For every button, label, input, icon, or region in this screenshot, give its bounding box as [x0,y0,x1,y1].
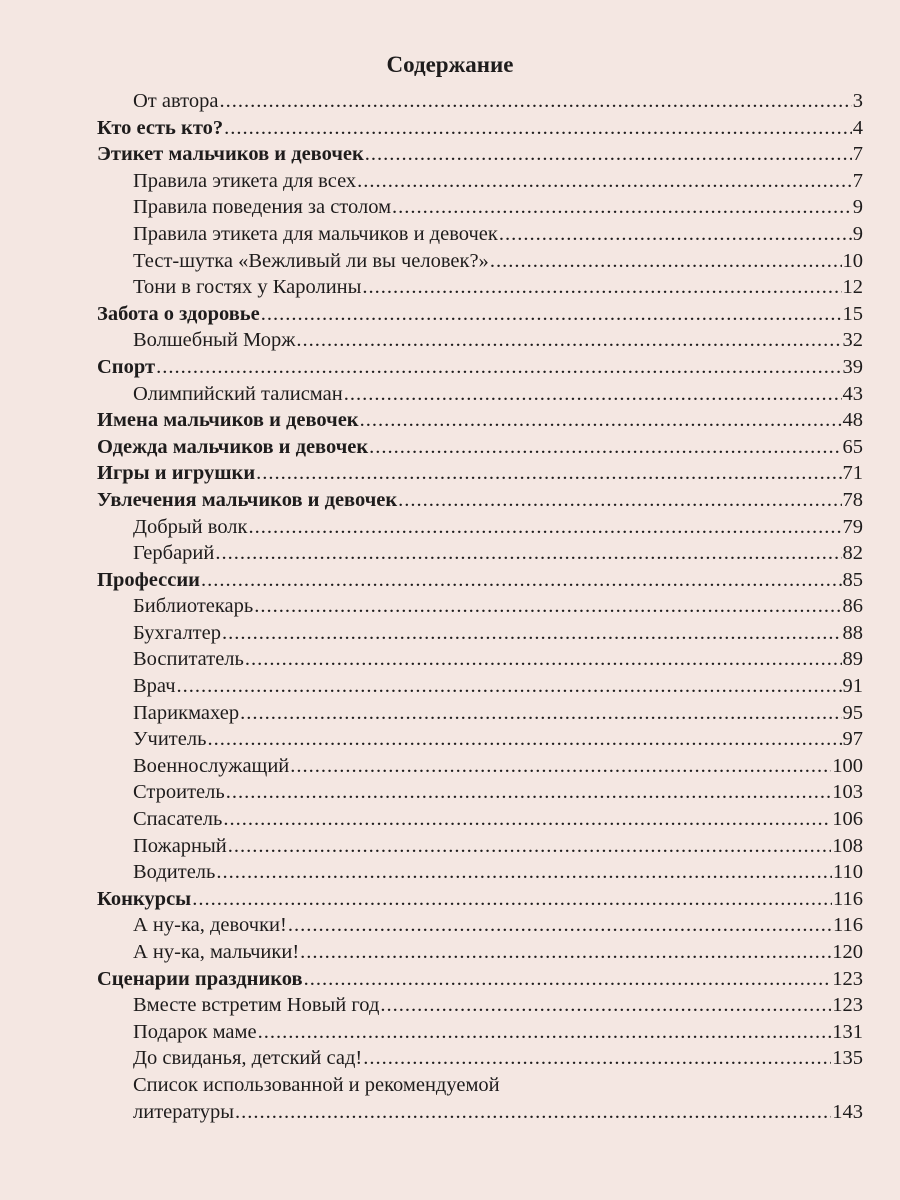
entry-page-number: 91 [842,675,863,698]
entry-page-number: 95 [842,701,863,724]
entry-page-number: 7 [852,169,863,192]
dot-leader [245,646,842,673]
entry-title: Парикмахер [133,701,240,724]
entry-title: Водитель [133,861,216,884]
entry-title: Сценарии праздников [97,967,303,990]
entry-title: Врач [133,675,176,698]
entry-page-number: 65 [842,435,863,458]
toc-entry[interactable] [97,487,863,514]
entry-page-number: 116 [833,887,863,910]
dot-leader [207,726,841,753]
entry-title: Волшебный Морж [133,329,296,352]
entry-title: Конкурсы [97,887,192,910]
dot-leader [357,168,852,195]
entry-page-number: 123 [832,994,863,1017]
dot-leader [258,1019,832,1046]
entry-title: Правила этикета для мальчиков и девочек [133,222,498,245]
entry-page-number: 43 [842,382,863,405]
entry-page-number: 97 [842,728,863,751]
entry-page-number: 103 [832,781,863,804]
entry-page-number: 4 [852,116,863,139]
entry-page-number: 71 [842,462,863,485]
entry-title: Бухгалтер [133,621,221,644]
dot-leader [296,327,841,354]
entry-page-number: 135 [832,1047,863,1070]
toc-entry[interactable] [97,1045,863,1072]
dot-leader [362,274,841,301]
dot-leader [223,806,831,833]
dot-leader [288,912,832,939]
entry-page-number: 120 [832,941,863,963]
entry-page-number: 79 [842,515,863,538]
entry-title: Правила поведения за столом [133,196,392,219]
toc-entry[interactable] [97,540,863,567]
dot-leader [360,407,842,434]
dot-leader [380,992,831,1019]
dot-leader [240,700,841,727]
entry-title: Кто есть кто? [97,116,224,139]
toc-entry[interactable] [97,381,863,408]
entry-title: Тест-шутка «Вежливый ли вы человек?» [133,249,489,272]
toc-entry-line1: Список использованной и рекомендуемой [133,1073,500,1096]
entry-title: А ну-ка, девочки! [133,914,287,937]
toc-entry[interactable] [97,168,863,195]
dot-leader [392,194,852,221]
entry-page-number: 7 [852,143,863,166]
toc-entry[interactable] [97,620,863,647]
dot-leader [398,487,841,514]
dot-leader [222,620,842,647]
entry-title: Олимпийский талисман [133,382,343,405]
dot-leader [369,434,841,461]
toc-entry[interactable] [97,912,863,939]
dot-leader [192,886,832,913]
dot-leader [226,779,832,806]
entry-title: Забота о здоровье [97,302,260,325]
entry-page-number: 100 [832,754,863,777]
entry-page-number: 106 [832,808,863,831]
entry-title: Гербарий [133,542,215,565]
toc-entry[interactable] [97,966,863,993]
entry-title: Спорт [97,355,156,378]
toc-entry[interactable] [97,274,863,301]
dot-leader [215,540,841,567]
dot-leader [177,673,842,700]
toc-entry[interactable] [97,141,863,168]
entry-title: Профессии [97,568,200,591]
entry-page-number: 3 [852,90,863,112]
entry-page-number: 86 [842,595,863,618]
toc-entry[interactable] [97,301,863,328]
entry-page-number: 131 [832,1020,863,1043]
toc-entry[interactable] [97,859,863,886]
toc-entry[interactable] [97,593,863,620]
entry-page-number: 85 [842,568,863,591]
dot-leader [344,381,842,408]
toc-entry[interactable] [97,806,863,833]
toc-entry[interactable] [97,354,863,381]
toc-entry[interactable] [97,673,863,700]
toc-entry[interactable] [97,194,863,221]
dot-leader [290,753,831,780]
toc-entry [97,1099,863,1126]
entry-title: А ну-ка, мальчики! [133,941,300,963]
dot-leader [216,859,832,886]
toc-entry[interactable] [97,460,863,487]
dot-leader [365,141,852,168]
toc-entry[interactable] [97,886,863,913]
dot-leader [304,966,832,993]
entry-page-number: 89 [842,648,863,671]
toc-entry[interactable] [97,726,863,753]
entry-page-number: 48 [842,409,863,432]
entry-page-number: 143 [832,1100,863,1123]
dot-leader [300,939,831,966]
dot-leader [219,88,851,115]
dot-leader [224,115,852,142]
entry-page-number: 12 [842,276,863,299]
dot-leader [499,221,852,248]
entry-title: Увлечения мальчиков и девочек [97,488,398,511]
entry-title: Учитель [133,728,207,751]
entry-title: Этикет мальчиков и девочек [97,143,364,166]
entry-page-number: 88 [842,621,863,644]
entry-title: От автора [133,90,219,112]
toc-entry[interactable] [97,1019,863,1046]
entry-page-number: 123 [832,967,863,990]
toc-entry[interactable] [97,248,863,275]
entry-page-number: 10 [842,249,863,272]
toc-entry[interactable] [97,779,863,806]
toc-entry[interactable] [97,434,863,461]
entry-title: Игры и игрушки [97,462,256,485]
toc-entry[interactable] [97,833,863,860]
table-of-contents [97,88,863,1125]
dot-leader [256,460,841,487]
entry-title: Спасатель [133,808,223,831]
toc-entry[interactable] [97,514,863,541]
dot-leader [235,1099,831,1126]
entry-title: Военнослужащий [133,754,290,777]
entry-page-number: 110 [833,861,863,884]
entry-title: Тони в гостях у Каролины [133,276,362,299]
dot-leader [249,514,842,541]
entry-title: Библиотекарь [133,595,254,618]
toc-entry[interactable] [97,327,863,354]
dot-leader [228,833,831,860]
entry-page-number: 78 [842,488,863,511]
page-title: Содержание [386,52,514,77]
entry-title: Добрый волк [133,515,248,538]
toc-entry[interactable] [97,753,863,780]
entry-title: Вместе встретим Новый год [133,994,380,1017]
dot-leader [254,593,841,620]
entry-title: До свиданья, детский сад! [133,1047,363,1070]
entry-page-number: 116 [833,914,863,937]
entry-page-number: 39 [842,355,863,378]
dot-leader [261,301,842,328]
toc-entry[interactable] [97,700,863,727]
entry-page-number: 15 [842,302,863,325]
entry-title: Подарок маме [133,1020,257,1043]
entry-page-number: 108 [832,834,863,857]
dot-leader [363,1045,831,1072]
toc-entry[interactable] [97,567,863,594]
toc-entry[interactable] [97,992,863,1019]
dot-leader [490,248,842,275]
entry-title: Строитель [133,781,225,804]
entry-page-number: 9 [852,222,863,245]
entry-title: литературы [133,1100,235,1123]
entry-page-number: 82 [842,542,863,565]
dot-leader [156,354,841,381]
entry-page-number: 9 [852,196,863,219]
toc-entry[interactable] [97,939,863,966]
entry-page-number: 32 [842,329,863,352]
entry-title: Имена мальчиков и девочек [97,409,359,432]
toc-entry[interactable] [97,407,863,434]
entry-title: Пожарный [133,834,227,857]
toc-entry[interactable] [97,221,863,248]
toc-entry[interactable] [97,646,863,673]
toc-entry[interactable] [97,88,863,115]
entry-title: Воспитатель [133,648,244,671]
entry-title: Правила этикета для всех [133,169,357,192]
dot-leader [201,567,842,594]
toc-entry[interactable] [97,115,863,142]
entry-title: Одежда мальчиков и девочек [97,435,369,458]
